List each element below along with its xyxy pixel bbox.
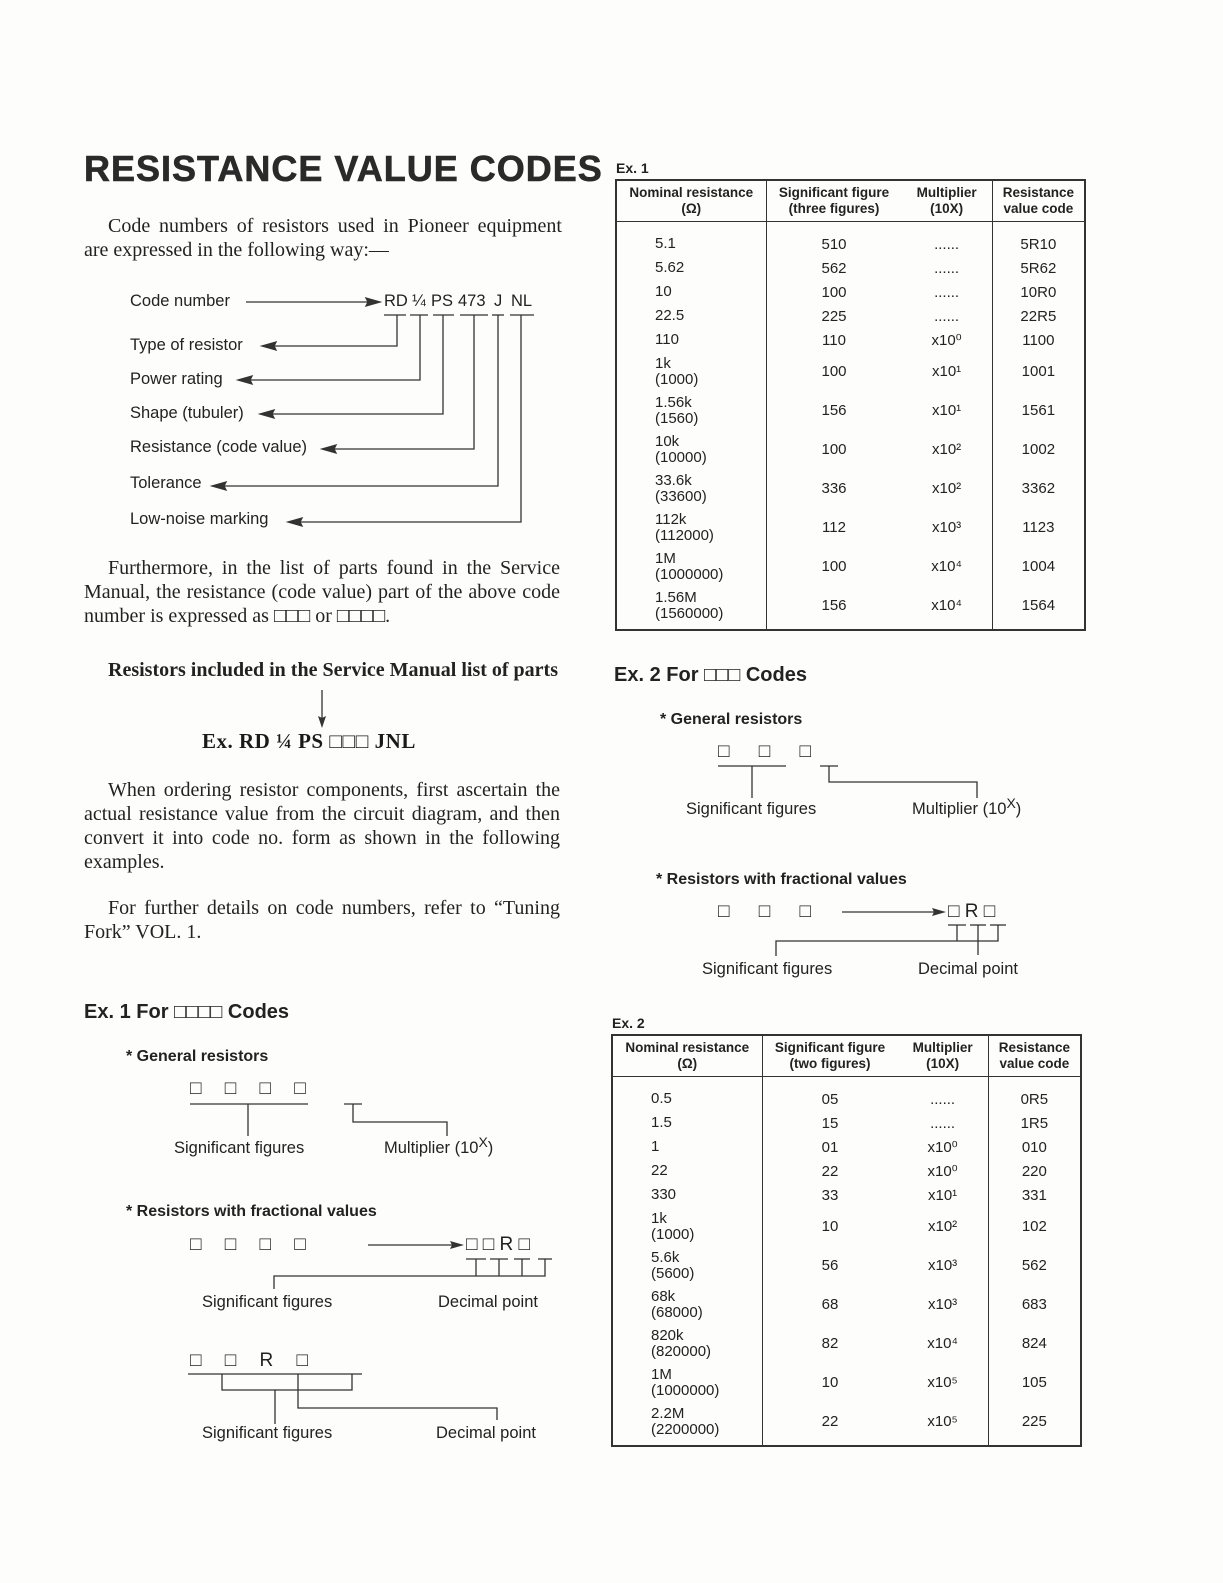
table-row bbox=[612, 1402, 1081, 1446]
value-code-cell: 1R5 bbox=[988, 1111, 1081, 1135]
table2-header-nominal: Nominal resistance (Ω) bbox=[612, 1035, 762, 1077]
ex1-fractional-significant: Significant figures bbox=[202, 1293, 333, 1311]
table2-header-row bbox=[612, 1035, 1081, 1077]
multiplier-cell: x10² bbox=[897, 1207, 988, 1246]
significant-figure-cell: 100 bbox=[766, 430, 901, 469]
intro-paragraph: Code numbers of resistors used in Pioneer equipment are expressed in the following way:— bbox=[84, 215, 562, 261]
label-tolerance: Tolerance bbox=[130, 474, 202, 492]
nominal-resistance-cell: 110 bbox=[616, 328, 766, 352]
label-shape: Shape (tubuler) bbox=[130, 404, 244, 422]
included-paragraph: Resistors included in the Service Manual list of parts bbox=[108, 659, 558, 681]
value-code-cell: 5R10 bbox=[992, 222, 1085, 257]
significant-figure-cell: 15 bbox=[762, 1111, 897, 1135]
table-row bbox=[612, 1324, 1081, 1363]
value-code-cell: 1564 bbox=[992, 586, 1085, 630]
table-row bbox=[612, 1135, 1081, 1159]
nominal-resistance-cell: 1.56k (1560) bbox=[616, 391, 766, 430]
value-code-cell: 5R62 bbox=[992, 256, 1085, 280]
nominal-resistance-cell: 33.6k (33600) bbox=[616, 469, 766, 508]
value-code-cell: 3362 bbox=[992, 469, 1085, 508]
significant-figure-cell: 100 bbox=[766, 280, 901, 304]
value-code-cell: 1002 bbox=[992, 430, 1085, 469]
value-code-cell: 220 bbox=[988, 1159, 1081, 1183]
value-code-cell: 22R5 bbox=[992, 304, 1085, 328]
ex2-fractional-decimal: Decimal point bbox=[918, 960, 1018, 978]
significant-figure-cell: 33 bbox=[762, 1183, 897, 1207]
significant-figure-cell: 22 bbox=[762, 1159, 897, 1183]
ex2-general-label: * General resistors bbox=[660, 711, 803, 728]
value-code-cell: 010 bbox=[988, 1135, 1081, 1159]
table1-header-code: Resistance value code bbox=[992, 180, 1085, 222]
value-code-cell: 105 bbox=[988, 1363, 1081, 1402]
table1-header-significant: Significant figure (three figures) bbox=[766, 180, 901, 222]
ex2-significant-label: Significant figures bbox=[686, 800, 817, 818]
value-code-cell: 824 bbox=[988, 1324, 1081, 1363]
ex1-fractional-label: * Resistors with fractional values bbox=[126, 1203, 377, 1220]
significant-figure-cell: 156 bbox=[766, 586, 901, 630]
multiplier-cell: x10¹ bbox=[901, 352, 992, 391]
table2-header-significant: Significant figure (two figures) bbox=[762, 1035, 897, 1077]
ex1-multiplier-label: Multiplier $(10^X)$ bbox=[384, 1134, 494, 1157]
ex2-fractional-boxes: □ □ □ bbox=[718, 901, 811, 922]
nominal-resistance-cell: 1.5 bbox=[612, 1111, 762, 1135]
value-code-cell: 0R5 bbox=[988, 1077, 1081, 1112]
value-code-cell: 1004 bbox=[992, 547, 1085, 586]
nominal-resistance-cell: 22 bbox=[612, 1159, 762, 1183]
details-paragraph: For further details on code numbers, refer to “Tuning Fork” VOL. 1. bbox=[84, 897, 560, 943]
nominal-resistance-cell: 1M (1000000) bbox=[616, 547, 766, 586]
nominal-resistance-cell: 1k (1000) bbox=[616, 352, 766, 391]
value-code-cell: 102 bbox=[988, 1207, 1081, 1246]
multiplier-cell: x10⁴ bbox=[901, 547, 992, 586]
ex1-r-decimal: Decimal point bbox=[436, 1424, 536, 1442]
significant-figure-cell: 562 bbox=[766, 256, 901, 280]
label-type-of-resistor: Type of resistor bbox=[130, 336, 243, 354]
nominal-resistance-cell: 330 bbox=[612, 1183, 762, 1207]
multiplier-cell: x10² bbox=[901, 430, 992, 469]
code-part-j: J bbox=[494, 292, 503, 310]
significant-figure-cell: 22 bbox=[762, 1402, 897, 1446]
multiplier-cell: x10² bbox=[901, 469, 992, 508]
value-code-cell: 10R0 bbox=[992, 280, 1085, 304]
multiplier-cell: x10⁵ bbox=[897, 1402, 988, 1446]
table1-label: Ex. 1 bbox=[616, 160, 649, 176]
code-part-ps: PS bbox=[431, 292, 454, 310]
nominal-resistance-cell: 1M (1000000) bbox=[612, 1363, 762, 1402]
multiplier-cell: x10¹ bbox=[897, 1183, 988, 1207]
page-title: RESISTANCE VALUE CODES bbox=[84, 148, 603, 189]
multiplier-cell: x10⁴ bbox=[901, 586, 992, 630]
table-row bbox=[612, 1285, 1081, 1324]
ex1-fractional-decimal: Decimal point bbox=[438, 1293, 538, 1311]
significant-figure-cell: 100 bbox=[766, 547, 901, 586]
multiplier-cell: ...... bbox=[901, 280, 992, 304]
multiplier-cell: ...... bbox=[901, 222, 992, 257]
multiplier-cell: ...... bbox=[897, 1111, 988, 1135]
nominal-resistance-cell: 112k (112000) bbox=[616, 508, 766, 547]
value-code-cell: 225 bbox=[988, 1402, 1081, 1446]
significant-figure-cell: 68 bbox=[762, 1285, 897, 1324]
multiplier-cell: x10³ bbox=[897, 1246, 988, 1285]
table2 bbox=[611, 1034, 1082, 1447]
ex1-fractional-boxes: □ □ □ □ bbox=[190, 1234, 306, 1255]
significant-figure-cell: 336 bbox=[766, 469, 901, 508]
table1-header-nominal: Nominal resistance (Ω) bbox=[616, 180, 766, 222]
multiplier-cell: x10³ bbox=[901, 508, 992, 547]
value-code-cell: 1001 bbox=[992, 352, 1085, 391]
nominal-resistance-cell: 68k (68000) bbox=[612, 1285, 762, 1324]
significant-figure-cell: 82 bbox=[762, 1324, 897, 1363]
ordering-paragraph: When ordering resistor components, first ascertain the actual resistance value from the circuit diagram, and then convert it into code no. form as shown in the following examples. bbox=[84, 779, 560, 873]
significant-figure-cell: 510 bbox=[766, 222, 901, 257]
ex2-multiplier-label: Multiplier $(10^X)$ bbox=[912, 795, 1022, 818]
table-row bbox=[612, 1207, 1081, 1246]
nominal-resistance-cell: 1k (1000) bbox=[612, 1207, 762, 1246]
table1-header-multiplier: Multiplier (10X) bbox=[901, 180, 992, 222]
table-row bbox=[612, 1159, 1081, 1183]
code-number-label: Code number bbox=[130, 292, 230, 310]
table-row bbox=[612, 1363, 1081, 1402]
significant-figure-cell: 10 bbox=[762, 1207, 897, 1246]
nominal-resistance-cell: 820k (820000) bbox=[612, 1324, 762, 1363]
nominal-resistance-cell: 0.5 bbox=[612, 1077, 762, 1112]
significant-figure-cell: 05 bbox=[762, 1077, 897, 1112]
ex1-heading: Ex. 1 For □□□□ Codes bbox=[84, 1001, 290, 1023]
nominal-resistance-cell: 2.2M (2200000) bbox=[612, 1402, 762, 1446]
nominal-resistance-cell: 1 bbox=[612, 1135, 762, 1159]
value-code-cell: 1100 bbox=[992, 328, 1085, 352]
nominal-resistance-cell: 10 bbox=[616, 280, 766, 304]
ex1-fractional-result: □ □ R □ bbox=[466, 1234, 530, 1255]
nominal-resistance-cell: 5.6k (5600) bbox=[612, 1246, 762, 1285]
significant-figure-cell: 01 bbox=[762, 1135, 897, 1159]
significant-figure-cell: 100 bbox=[766, 352, 901, 391]
nominal-resistance-cell: 1.56M (1560000) bbox=[616, 586, 766, 630]
label-low-noise-marking: Low-noise marking bbox=[130, 510, 269, 528]
multiplier-cell: x10⁰ bbox=[897, 1135, 988, 1159]
ex2-heading: Ex. 2 For □□□ Codes bbox=[614, 664, 807, 686]
significant-figure-cell: 225 bbox=[766, 304, 901, 328]
value-code-cell: 331 bbox=[988, 1183, 1081, 1207]
table-row bbox=[612, 1077, 1081, 1112]
ex2-fractional-result: □ R □ bbox=[948, 901, 996, 922]
table2-header-multiplier: Multiplier (10X) bbox=[897, 1035, 988, 1077]
code-part-quarter: ¼ bbox=[412, 292, 426, 310]
significant-figure-cell: 112 bbox=[766, 508, 901, 547]
value-code-cell: 683 bbox=[988, 1285, 1081, 1324]
ex1-r-boxes: □ □ R □ bbox=[190, 1350, 308, 1371]
code-part-nl: NL bbox=[511, 292, 533, 310]
value-code-cell: 1561 bbox=[992, 391, 1085, 430]
multiplier-cell: ...... bbox=[901, 304, 992, 328]
table-row bbox=[612, 1246, 1081, 1285]
label-resistance-code-value: Resistance (code value) bbox=[130, 438, 308, 456]
label-power-rating: Power rating bbox=[130, 370, 223, 388]
table-row bbox=[612, 1183, 1081, 1207]
nominal-resistance-cell: 10k (10000) bbox=[616, 430, 766, 469]
code-part-473: 473 bbox=[458, 292, 486, 310]
significant-figure-cell: 110 bbox=[766, 328, 901, 352]
ex1-r-significant: Significant figures bbox=[202, 1424, 333, 1442]
nominal-resistance-cell: 22.5 bbox=[616, 304, 766, 328]
table-row bbox=[612, 1111, 1081, 1135]
multiplier-cell: x10⁴ bbox=[897, 1324, 988, 1363]
example-code: Ex. RD ¼ PS □□□ JNL bbox=[202, 729, 416, 753]
ex2-general-boxes: □ □ □ bbox=[718, 741, 811, 762]
multiplier-cell: x10⁰ bbox=[901, 328, 992, 352]
multiplier-cell: ...... bbox=[897, 1077, 988, 1112]
ex1-significant-label: Significant figures bbox=[174, 1139, 305, 1157]
significant-figure-cell: 156 bbox=[766, 391, 901, 430]
significant-figure-cell: 10 bbox=[762, 1363, 897, 1402]
nominal-resistance-cell: 5.62 bbox=[616, 256, 766, 280]
multiplier-cell: x10¹ bbox=[901, 391, 992, 430]
multiplier-cell: ...... bbox=[901, 256, 992, 280]
significant-figure-cell: 56 bbox=[762, 1246, 897, 1285]
furthermore-paragraph: Furthermore, in the list of parts found in the Service Manual, the resistance (code value) part of the above code number is expressed as □□□ or □□□□. bbox=[84, 557, 560, 627]
table2-header-code: Resistance value code bbox=[988, 1035, 1081, 1077]
code-part-rd: RD bbox=[384, 292, 408, 310]
ex1-general-label: * General resistors bbox=[126, 1048, 269, 1065]
ex2-fractional-significant: Significant figures bbox=[702, 960, 833, 978]
table2-label: Ex. 2 bbox=[612, 1015, 645, 1031]
multiplier-cell: x10⁰ bbox=[897, 1159, 988, 1183]
multiplier-cell: x10³ bbox=[897, 1285, 988, 1324]
ex1-general-boxes: □ □ □ □ bbox=[190, 1078, 306, 1099]
ex2-fractional-label: * Resistors with fractional values bbox=[656, 871, 907, 888]
multiplier-cell: x10⁵ bbox=[897, 1363, 988, 1402]
value-code-cell: 1123 bbox=[992, 508, 1085, 547]
nominal-resistance-cell: 5.1 bbox=[616, 222, 766, 257]
value-code-cell: 562 bbox=[988, 1246, 1081, 1285]
